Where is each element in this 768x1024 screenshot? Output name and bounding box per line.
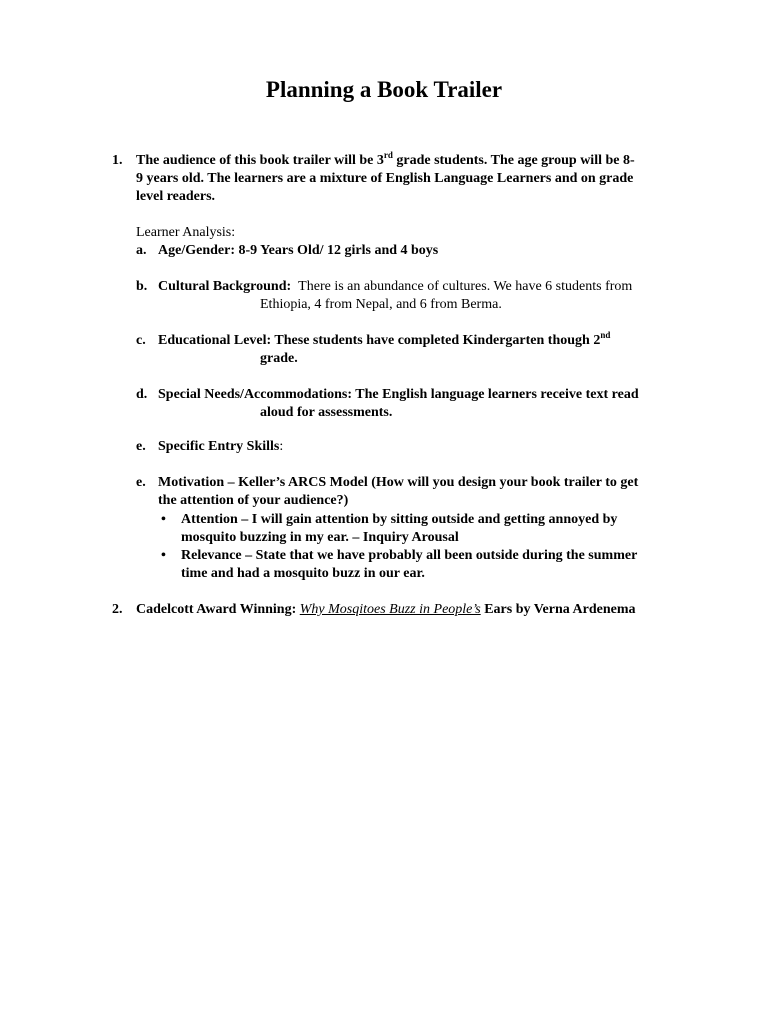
item2-rest: Ears by Verna Ardenema: [480, 602, 636, 617]
book-title-link[interactable]: Why Mosqitoes Buzz in People’s: [299, 602, 481, 617]
item1-line1-sup: rd: [383, 150, 393, 160]
item1-line1-a: The audience of this book trailer will be 3: [136, 153, 384, 168]
bullet-attention-line2: mosquito buzzing in my ear. – Inquiry Arousal: [181, 530, 459, 545]
bullet-icon: •: [161, 512, 166, 527]
item-e1-text: Specific Entry Skills: [158, 439, 280, 454]
item-c-line2: grade.: [260, 351, 298, 366]
list-number-2: 2.: [112, 602, 123, 617]
item-b-marker: b.: [136, 279, 148, 294]
item-e2-marker: e.: [136, 475, 146, 490]
item-b-line1: [158, 278, 632, 296]
item-e1-line: [158, 438, 283, 456]
page-title: Planning a Book Trailer: [265, 77, 503, 102]
learner-analysis-heading: Learner Analysis:: [136, 225, 236, 240]
item-e1-marker: e.: [136, 439, 146, 454]
bullet-icon: •: [161, 548, 166, 563]
item-b-line2: Ethiopia, 4 from Nepal, and 6 from Berma.: [260, 297, 502, 312]
item2-line: [136, 601, 636, 619]
item1-line1-b: grade students. The age group will be 8-: [392, 153, 635, 168]
list-number-1: 1.: [112, 153, 123, 168]
item1-line1: [136, 152, 635, 170]
item-e2-line1: Motivation – Keller’s ARCS Model (How will you design your book trailer to get: [158, 475, 639, 490]
item-b-text1: There is an abundance of cultures. We have 6 students from: [298, 279, 633, 294]
item1-line3: level readers.: [136, 189, 216, 204]
item-c-line1: [158, 332, 610, 350]
item-a-marker: a.: [136, 243, 147, 258]
item-d-line1: Special Needs/Accommodations: The English language learners receive text read: [158, 387, 639, 402]
bullet-attention-line1: Attention – I will gain attention by sitting outside and getting annoyed by: [181, 512, 618, 527]
item-a-text: Age/Gender: 8-9 Years Old/ 12 girls and 4 boys: [158, 243, 439, 258]
item-e2-line2: the attention of your audience?): [158, 493, 349, 508]
item-d-marker: d.: [136, 387, 148, 402]
bullet-relevance-line1: Relevance – State that we have probably all been outside during the summer: [181, 548, 638, 563]
item-d-line2: aloud for assessments.: [260, 405, 393, 420]
bullet-relevance-line2: time and had a mosquito buzz in our ear.: [181, 566, 425, 581]
item-e1-suffix: :: [279, 439, 284, 454]
item-c-marker: c.: [136, 333, 146, 348]
item1-line2: 9 years old. The learners are a mixture of English Language Learners and on grade: [136, 171, 634, 186]
item-b-label: Cultural Background:: [158, 279, 292, 294]
item-c-sup: nd: [600, 330, 611, 340]
item-c-text1: Educational Level: These students have completed Kindergarten though 2: [158, 333, 601, 348]
item2-label: Cadelcott Award Winning:: [136, 602, 300, 617]
